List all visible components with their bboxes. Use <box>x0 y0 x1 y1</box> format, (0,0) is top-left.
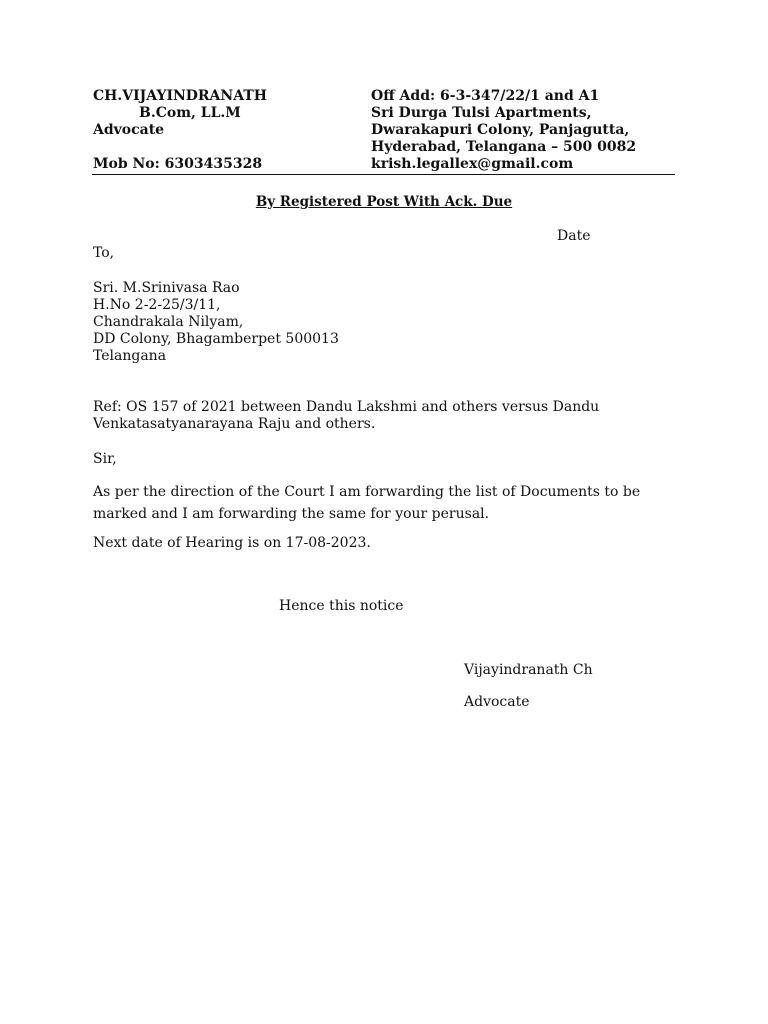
reference-line: Ref: OS 157 of 2021 between Dandu Lakshmi and others versus Dandu <box>93 399 600 415</box>
recipient-line: DD Colony, Bhagamberpet 500013 <box>93 331 339 347</box>
body-paragraph <box>93 481 640 525</box>
recipient-line: Telangana <box>93 348 167 364</box>
recipient-line: Chandrakala Nilyam, <box>93 314 244 330</box>
reference-block <box>93 399 599 433</box>
recipient-line: H.No 2-2-25/3/11, <box>93 297 221 313</box>
email-address: krish.legallex@gmail.com <box>371 156 574 172</box>
advocate-designation: Advocate <box>93 122 165 138</box>
closing-notice: Hence this notice <box>279 598 404 614</box>
signature-designation: Advocate <box>464 694 530 710</box>
office-address-line: Dwarakapuri Colony, Panjagutta, <box>371 122 630 138</box>
signature-name: Vijayindranath Ch <box>464 662 593 678</box>
office-address-line: Off Add: 6-3-347/22/1 and A1 <box>371 88 600 104</box>
greeting: Sir, <box>93 451 117 467</box>
office-address-line: Sri Durga Tulsi Apartments, <box>371 105 592 121</box>
letterhead-left <box>93 88 267 173</box>
letterhead-right <box>371 88 636 173</box>
body-line: marked and I am forwarding the same for your perusal. <box>93 506 490 522</box>
header-divider <box>92 174 675 175</box>
advocate-name: CH.VIJAYINDRANATH <box>93 88 267 104</box>
mobile-number: Mob No: 6303435328 <box>93 156 263 172</box>
subject-line: By Registered Post With Ack. Due <box>255 194 513 210</box>
reference-line: Venkatasatyanarayana Raju and others. <box>93 416 376 432</box>
body-line: As per the direction of the Court I am forwarding the list of Documents to be <box>93 484 641 500</box>
to-label: To, <box>93 245 115 261</box>
hearing-date: Next date of Hearing is on 17-08-2023. <box>93 535 371 551</box>
office-address-line: Hyderabad, Telangana – 500 0082 <box>371 139 637 155</box>
recipient-line: Sri. M.Srinivasa Rao <box>93 280 240 296</box>
advocate-qualification: B.Com, LL.M <box>139 105 241 121</box>
date-label: Date <box>557 228 591 244</box>
recipient-address <box>93 280 339 365</box>
